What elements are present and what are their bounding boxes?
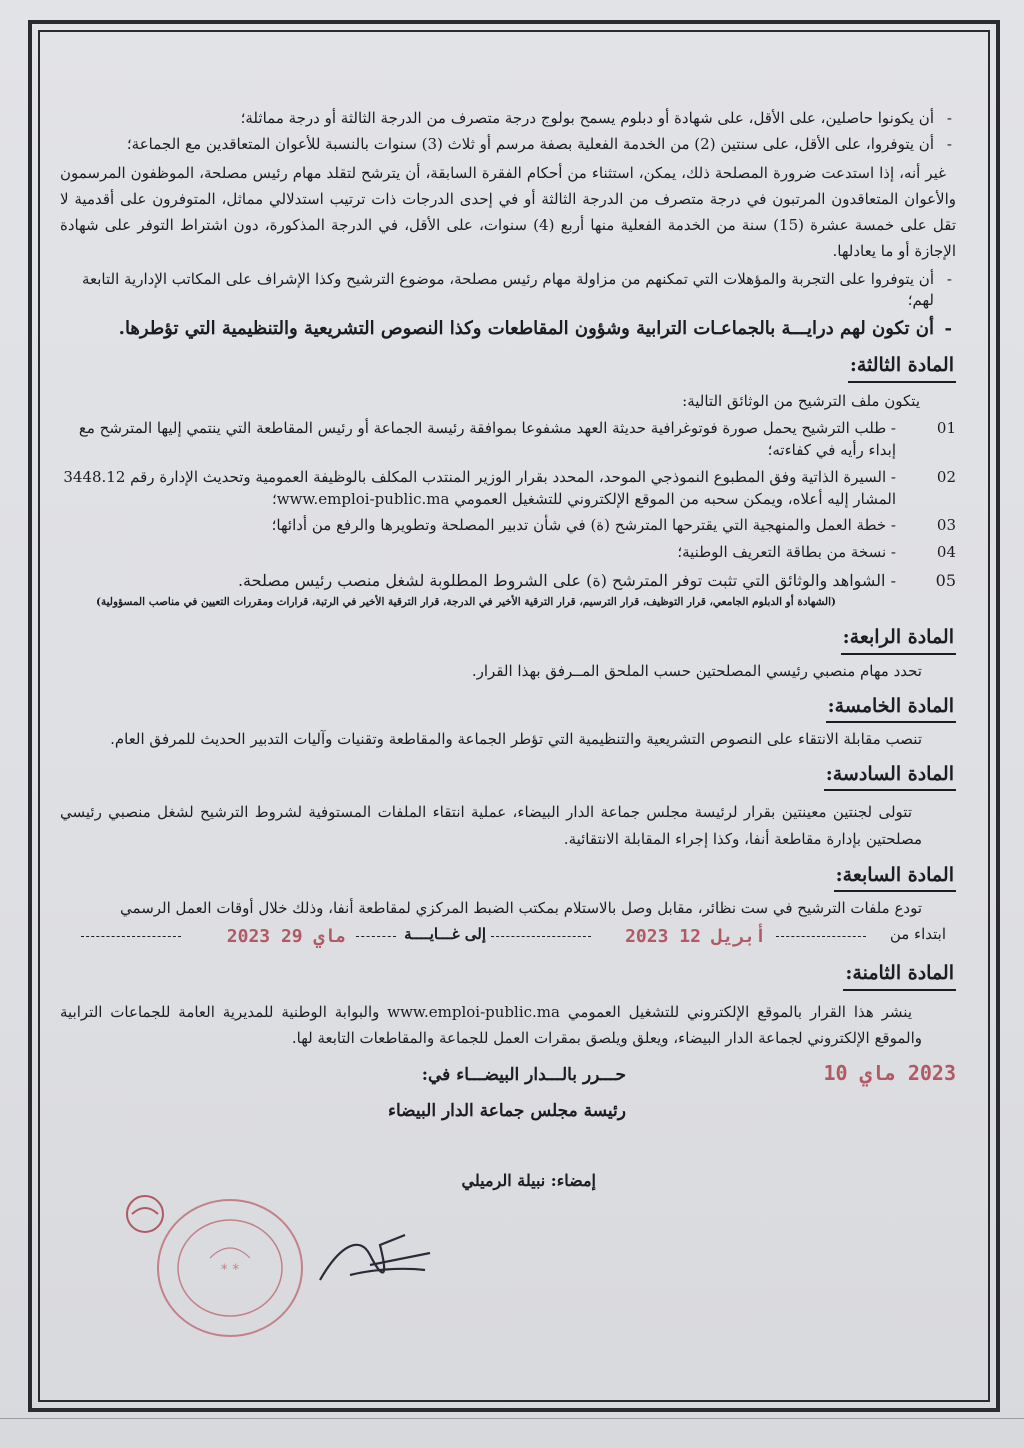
article-8-text: ينشر هذا القرار بالموقع الإلكتروني للتشغيل العمومي www.emploi-public.ma والبوابة الوطنية للمديرية العامة للجماعات الترابية والموقع الإلكتروني لجماعة الدار البيضاء، ويعلق ويلصق بمقرات العمل للجماعة والمقاطعات التابعة لها. [60, 1002, 922, 1048]
start-date-stamp: 2023 أبريل 12 [625, 926, 766, 948]
condition-4: - أن تكون لهم درايـــة بالجماعـات الترابية وشؤون المقاطعات وكذا النصوص التشريعية والتنظيمية التي تؤطرها. [60, 316, 956, 342]
article-5-text: تنصب مقابلة الانتقاء على النصوص التشريعية والتنظيمية التي تؤطر الجماعة والمقاطعة وتقنيات وآليات التدبير الحديث للمرفق العام. [110, 730, 922, 749]
item-number: 01 [936, 419, 956, 438]
item-text: - طلب الترشيح يحمل صورة فوتوغرافية حديثة العهد مشفوعا بموافقة رئيسة الجماعة أو رئيس المقاطعة التي ينتمي إليها المترشح مع إبداء رأيه في كفاءته؛ [78, 419, 896, 460]
deposit-period-row [60, 922, 956, 948]
condition-2: - أن يتوفروا، على الأقل، على سنتين (2) من الخدمة الفعلية بصفة مرسم أو ثلاث (3) سنوات بالنسبة للأعوان المتعاقدين مع الجماعة؛ [60, 134, 956, 156]
document-item [60, 569, 956, 592]
article-3-note: (الشهادة أو الدبلوم الجامعي، قرار التوظيف، قرار الترسيم، قرار الترقية الأخير في الدرجة، قرار الترقية الأخير في الرتبة، قرارات ومقررات التعيين في مناصب المسؤولية) [96, 596, 836, 609]
document-item [60, 467, 956, 511]
to-label: إلى غـــايــــة [404, 925, 486, 944]
dash-line [776, 924, 866, 937]
article-7-text: تودع ملفات الترشيح في ست نظائر، مقابل وصل بالاستلام بمكتب الضبط المركزي لمقاطعة أنفا، وذلك خلال أوقات العمل الرسمي [120, 899, 922, 918]
article-5-heading: المادة الخامسة: [826, 693, 956, 724]
article-7-heading: المادة السابعة: [834, 862, 956, 893]
svg-text:* *: * * [220, 1262, 240, 1278]
document-item [60, 515, 956, 537]
item-number: 02 [936, 467, 956, 486]
signatory-name: إمضاء: نبيلة الرميلي [461, 1171, 596, 1191]
dash-line [356, 924, 396, 937]
item-number: 03 [936, 516, 956, 535]
document-item [60, 542, 956, 564]
condition-1: - أن يكونوا حاصلين، على الأقل، على شهادة أو دبلوم يسمح بولوج درجة متصرف من الدرجة الثالثة أو درجة مماثلة؛ [60, 108, 956, 130]
item-text: - الشواهد والوثائق التي تثبت توفر المترشح (ة) على الشروط المطلوبة لشغل منصب رئيس مصلحة. [237, 570, 896, 590]
end-date-stamp: 2023 ماي 29 [226, 926, 346, 948]
from-label: ابتداء من [889, 925, 946, 944]
condition-3: - أن يتوفروا على التجربة والمؤهلات التي تمكنهم من مزاولة مهام رئيس مصلحة، موضوع الترشيح وكذا الإشراف على المكاتب الإدارية التابعة لهم؛ [60, 269, 956, 313]
document-item [60, 418, 956, 462]
article-3-intro: يتكون ملف الترشيح من الوثائق التالية: [682, 391, 920, 410]
article-3-heading: المادة الثالثة: [848, 352, 956, 383]
item-number: 05 [935, 570, 956, 590]
article-4-text: تحدد مهام منصبي رئيسي المصلحتين حسب الملحق المــرفق بهذا القرار. [471, 661, 922, 680]
page-bottom-rule [0, 1418, 1024, 1419]
article-8-heading: المادة الثامنة: [843, 960, 956, 991]
dash-line [491, 924, 591, 937]
signing-date-stamp: 2023 ماي 10 [823, 1061, 956, 1086]
article-6-text: تتولى لجنتين معينتين بقرار لرئيسة مجلس جماعة الدار البيضاء، عملية انتقاء الملفات المستوفية لشروط الترشيح لشغل منصبي رئيسي مصلحتين بإدارة مقاطعة أنفا، وكذا إجراء المقابلة الانتقائية. [60, 803, 922, 848]
dash-line [81, 924, 181, 937]
place-date-label: حـــرر بالـــدار البيضـــاء في: [421, 1065, 626, 1086]
small-stamp-icon [118, 1192, 172, 1236]
article-4-heading: المادة الرابعة: [841, 624, 956, 655]
article-6-heading: المادة السادسة: [824, 761, 956, 792]
signatory-title: رئيسة مجلس جماعة الدار البيضاء [387, 1101, 626, 1122]
item-text: - نسخة من بطاقة التعريف الوطنية؛ [677, 543, 896, 562]
handwritten-signature-icon [310, 1225, 440, 1295]
exception-paragraph: غير أنه، إذا استدعت ضرورة المصلحة ذلك، يمكن، استثناء من أحكام الفقرة السابقة، أن يترشح لتقلد مهام رئيس مصلحة، الموظفون المرسمون والأعوان المتعاقدون المرتبون في درجة متصرف من الدرجة الثالثة أو في إحدى الدرجات ذات ترتيب استدلالي مماثل، المتوفرون على أقدمية لا تقل على خمسة عشرة (15) سنة من الخدمة الفعلية منها أربع (4) سنوات، على الأقل، في الدرجة المذكورة، دون اشتراط التوفر على شهادة الإجازة أو ما يعادلها. [60, 163, 956, 261]
item-number: 04 [936, 543, 956, 562]
item-text: - السيرة الذاتية وفق المطبوع النموذجي الموحد، المحدد بقرار الوزير المنتدب المكلف بالوظيفة العمومية وتحديث الإدارة رقم 3448.12 المشار إليه أعلاه، ويمكن سحبه من الموقع الإلكتروني للتشغيل العمومي www.emploi-public.ma؛ [63, 467, 896, 508]
item-text: - خطة العمل والمنهجية التي يقترحها المترشح (ة) في شأن تدبير المصلحة وتطويرها والرفع من أدائها؛ [271, 516, 896, 535]
